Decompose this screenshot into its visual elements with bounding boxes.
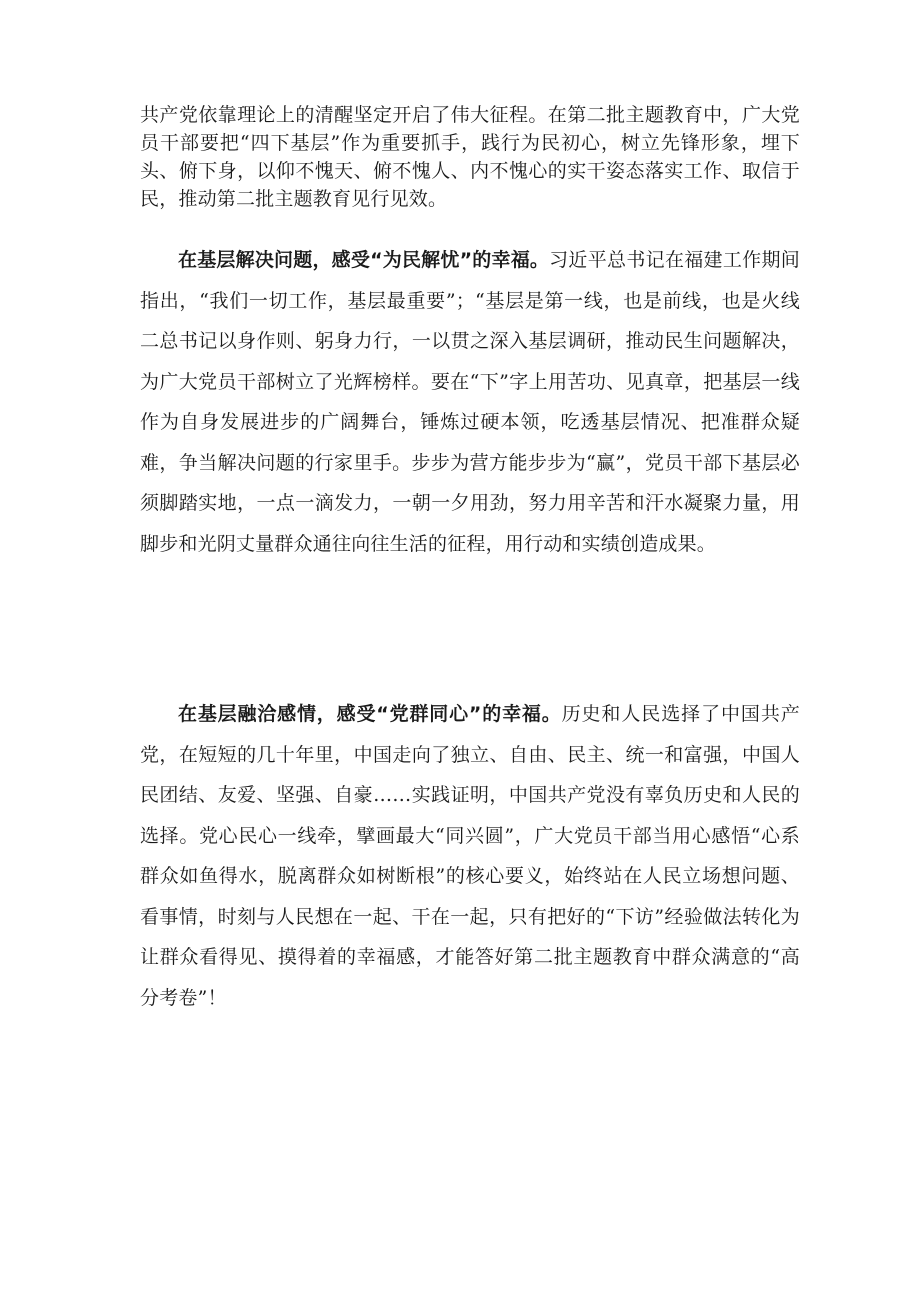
paragraph-solve-problems (140, 240, 800, 564)
paragraph-intro (140, 101, 800, 213)
paragraph-bond-feelings-heading: 在基层融洽感情，感受“党群同心”的幸福。 (178, 703, 562, 725)
paragraph-solve-problems-body: 习近平总书记在福建工作期间指出，“我们一切工作，基层最重要”；“基层是第一线，也是前线，也是火线二总书记以身作则、躬身力行，一以贯之深入基层调研，推动民生问题解决，为广大党员干部树立了光辉榜样。要在“下”字上用苦功、见真章，把基层一线作为自身发展进步的广阔舞台，锤炼过硬本领，吃透基层情况、把准群众疑难，争当解决问题的行家里手。步步为营方能步步为“赢”，党员干部下基层必须脚踏实地，一点一滴发力，一朝一夕用劲，努力用辛苦和汗水凝聚力量，用脚步和光阴丈量群众通往向往生活的征程，用行动和实绩创造成果。 (140, 249, 800, 555)
paragraph-bond-feelings-body: 历史和人民选择了中国共产党，在短短的几十年里，中国走向了独立、自由、民主、统一和富强，中国人民团结、友爱、坚强、自豪……实践证明，中国共产党没有辜负历史和人民的选择。党心民心一线牵，擘画最大“同兴圆”，广大党员干部当用心感悟“心系群众如鱼得水，脱离群众如树断根”的核心要义，始终站在人民立场想问题、看事情，时刻与人民想在一起、干在一起，只有把好的“下访”经验做法转化为让群众看得见、摸得着的幸福感，才能答好第二批主题教育中群众满意的“高分考卷”！ (140, 703, 800, 1009)
paragraph-solve-problems-heading: 在基层解决问题，感受“为民解忧”的幸福。 (178, 249, 550, 271)
paragraph-bond-feelings (140, 694, 800, 1018)
paragraph-intro-body: 共产党依靠理论上的清醒坚定开启了伟大征程。在第二批主题教育中，广大党员干部要把“四下基层”作为重要抓手，践行为民初心，树立先锋形象，埋下头、俯下身，以仰不愧天、俯不愧人、内不愧心的实干姿态落实工作、取信于民，推动第二批主题教育见行见效。 (140, 104, 800, 210)
